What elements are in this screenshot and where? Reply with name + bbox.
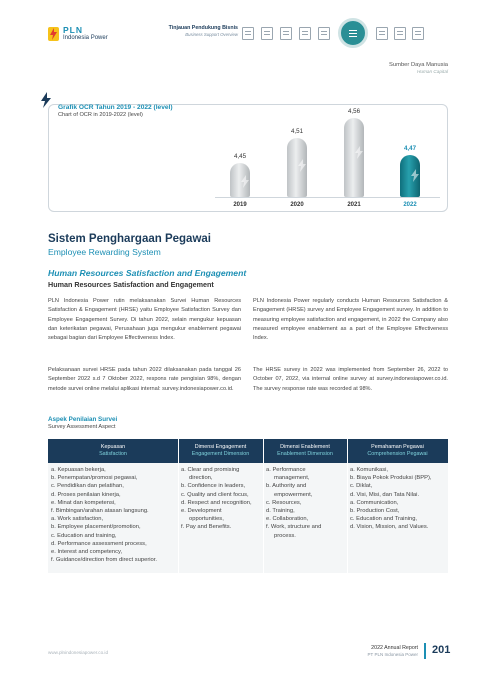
people-icon[interactable] xyxy=(280,27,292,40)
header-id: Kepuasan xyxy=(100,444,126,450)
header-en: Engagement Dimension xyxy=(191,451,250,457)
table-cell-satisfaction xyxy=(48,463,178,573)
page-section-title: Sumber Daya Manusia xyxy=(389,62,448,68)
list-item: d. Respect and recognition, xyxy=(181,499,252,506)
data-label-2022: 4,47 xyxy=(403,144,417,152)
aspect-title: Aspek Penilaian Survei xyxy=(48,416,118,423)
table-header-satisfaction xyxy=(48,439,178,463)
list-item: d. Performance assessment process, xyxy=(51,540,147,547)
lightning-logo-icon xyxy=(48,27,59,41)
table-header-comprehension xyxy=(347,439,448,463)
data-label-2019: 4,45 xyxy=(233,152,247,160)
list-item: c. Education and training, xyxy=(51,532,117,539)
table-cell-enablement xyxy=(263,463,347,573)
list-item: b. Production Cost, xyxy=(350,508,400,515)
monitor-icon[interactable] xyxy=(318,27,330,40)
list-item: f. Pay and Benefits. xyxy=(181,524,232,531)
list-item: a. Performance xyxy=(266,467,306,473)
bar-2020 xyxy=(287,138,307,197)
logo-name: PLN xyxy=(63,25,83,35)
section-subtitle: Business Support Overview xyxy=(185,32,238,37)
data-label-2021: 4,56 xyxy=(347,108,361,115)
column-divider xyxy=(347,439,348,573)
list-item: c. Diklat, xyxy=(350,483,373,490)
list-item: a. Work satisfaction, xyxy=(51,516,104,523)
page-number: 201 xyxy=(432,644,451,656)
aspect-title-en: Survey Assessment Aspect xyxy=(48,424,116,430)
list-item: management, xyxy=(274,475,310,482)
bar-2021 xyxy=(344,118,364,197)
chart-icon[interactable] xyxy=(394,27,406,40)
chapter-nav xyxy=(238,16,428,52)
list xyxy=(266,466,344,540)
x-tick-2022: 2022 xyxy=(403,202,417,208)
list-item: empowerment, xyxy=(274,491,313,498)
header-en: Comprehension Pegawai xyxy=(367,451,428,457)
list-item: a. Komunikasi, xyxy=(350,467,389,473)
data-label-2020: 4,51 xyxy=(290,128,304,136)
footer-url[interactable]: www.plnindonesiapower.co.id xyxy=(48,650,109,655)
assessment-table xyxy=(48,439,448,573)
footer-divider xyxy=(424,643,426,659)
paragraph-1-en: PLN Indonesia Power regularly conducts Human Resources Satisfaction & Engagement (HRSE) survey and Employee Engagement survey. In addition to measuring employee satisfaction and engagement, in 2022 the Company also measured employee enablement as a part of the Employee Effectiveness Index. xyxy=(253,298,448,342)
list-item: e. Development xyxy=(181,508,222,515)
human-capital-icon[interactable] xyxy=(338,18,368,48)
list-item: e. Interest and competency, xyxy=(51,549,123,556)
page-section-subtitle: Human Capital xyxy=(416,69,448,74)
list-item: f. Guidance/direction from direct superior. xyxy=(51,557,158,564)
header-id: Dimensi Enablement xyxy=(280,444,330,450)
building-icon[interactable] xyxy=(261,27,273,40)
list xyxy=(181,466,260,532)
bar-2019 xyxy=(230,163,250,197)
list-item: d. Training, xyxy=(266,508,295,515)
list-item: c. Quality and client focus, xyxy=(181,491,249,498)
section-title: Tinjauan Pendukung Bisnis xyxy=(168,25,238,31)
x-tick-2020: 2020 xyxy=(290,202,304,208)
header-en: Enablement Dimension xyxy=(277,451,333,457)
list-item: process. xyxy=(274,532,296,539)
x-tick-2021: 2021 xyxy=(347,202,361,208)
list xyxy=(51,466,175,564)
column-divider xyxy=(178,439,179,573)
page-heading: Sistem Penghargaan Pegawai xyxy=(48,233,211,245)
list-item: d. Proses penilaian kinerja, xyxy=(51,491,121,498)
x-axis xyxy=(215,197,440,198)
table-cell-engagement xyxy=(178,463,263,573)
list-item: b. Authority and xyxy=(266,483,307,490)
header-en: Satisfaction xyxy=(99,451,127,457)
paragraph-2-en: The HRSE survey in 2022 was implemented from September 26, 2022 to October 07, 2022, via internal online survey at survey.indonesiapower.co.id. The survey response rate was recorded at 98%. xyxy=(253,367,448,392)
list-item: c. Pendidikan dan pelatihan, xyxy=(51,483,124,490)
list-item: f. Work, structure and xyxy=(266,524,322,531)
x-tick-2019: 2019 xyxy=(233,202,247,208)
subheading: Human Resources Satisfaction and Engagement xyxy=(48,268,247,278)
list-item: b. Employee placement/promotion, xyxy=(51,524,141,531)
column-divider xyxy=(263,439,264,573)
company-logo xyxy=(48,24,128,46)
logo-subtitle: Indonesia Power xyxy=(63,35,108,41)
list-item: a. Kepuasan bekerja, xyxy=(51,467,106,473)
list-item: d. Visi, Misi, dan Tata Nilai. xyxy=(350,491,420,498)
document-icon[interactable] xyxy=(242,27,254,40)
list-item: c. Resources, xyxy=(266,499,302,506)
list-item: opportunities, xyxy=(189,516,224,523)
list-item: a. Clear and promising xyxy=(181,467,240,473)
list-item: e. Minat dan kompetensi, xyxy=(51,499,116,506)
header-id: Pemahaman Pegawai xyxy=(371,444,424,450)
gear-icon[interactable] xyxy=(412,27,424,40)
list-item: direction, xyxy=(189,475,213,482)
chart-title: Grafik OCR Tahun 2019 - 2022 (level) xyxy=(58,104,173,111)
list-item: c. Education and Training, xyxy=(350,516,418,523)
page-heading-en: Employee Rewarding System xyxy=(48,247,161,257)
table-header-enablement xyxy=(263,439,347,463)
chart-subtitle: Chart of OCR in 2019-2022 (level) xyxy=(58,112,143,118)
footer-report: 2022 Annual Report xyxy=(371,645,418,651)
factory-icon[interactable] xyxy=(376,27,388,40)
list-item: b. Biaya Pokok Produksi (BPP), xyxy=(350,475,432,482)
bolt-icon xyxy=(40,92,52,113)
handshake-icon[interactable] xyxy=(299,27,311,40)
header-id: Dimensi Engagement xyxy=(194,444,247,450)
bar-2022 xyxy=(400,155,420,197)
list-item: f. Bimbingan/arahan atasan langsung. xyxy=(51,508,149,515)
list xyxy=(350,466,445,532)
list-item: a. Communication, xyxy=(350,499,399,506)
list-item: b. Penempatan/promosi pegawai, xyxy=(51,475,138,482)
table-cell-comprehension xyxy=(347,463,448,573)
subheading-en: Human Resources Satisfaction and Engagement xyxy=(48,280,214,289)
paragraph-2-id: Pelaksanaan survei HRSE pada tahun 2022 dilaksanakan pada tanggal 26 September 2022 s.d 7 Oktober 2022, respons rate pengisian 98%, dengan metode survei online melalui aplikasi internal: survey.indonesiapower.co.id. xyxy=(48,367,241,392)
table-header-engagement xyxy=(178,439,263,463)
paragraph-1-id: PLN Indonesia Power rutin melaksanakan Survei Human Resources Satisfaction & Engagement (HRSE) yaitu Employee Satisfaction Survey dan Employee Engagement Survey. Di tahun 2022, selain mengukur kepuasan dan keterikatan pegawai, Perusahaan juga mengukur enablement pegawai sebagai bagian dari Employee Effectiveness Index. xyxy=(48,298,241,342)
list-item: e. Collaboration, xyxy=(266,516,309,523)
footer-company: PT PLN Indonesia Power xyxy=(367,652,418,657)
list-item: b. Confidence in leaders, xyxy=(181,483,246,490)
list-item: d. Vision, Mission, and Values. xyxy=(350,524,429,531)
